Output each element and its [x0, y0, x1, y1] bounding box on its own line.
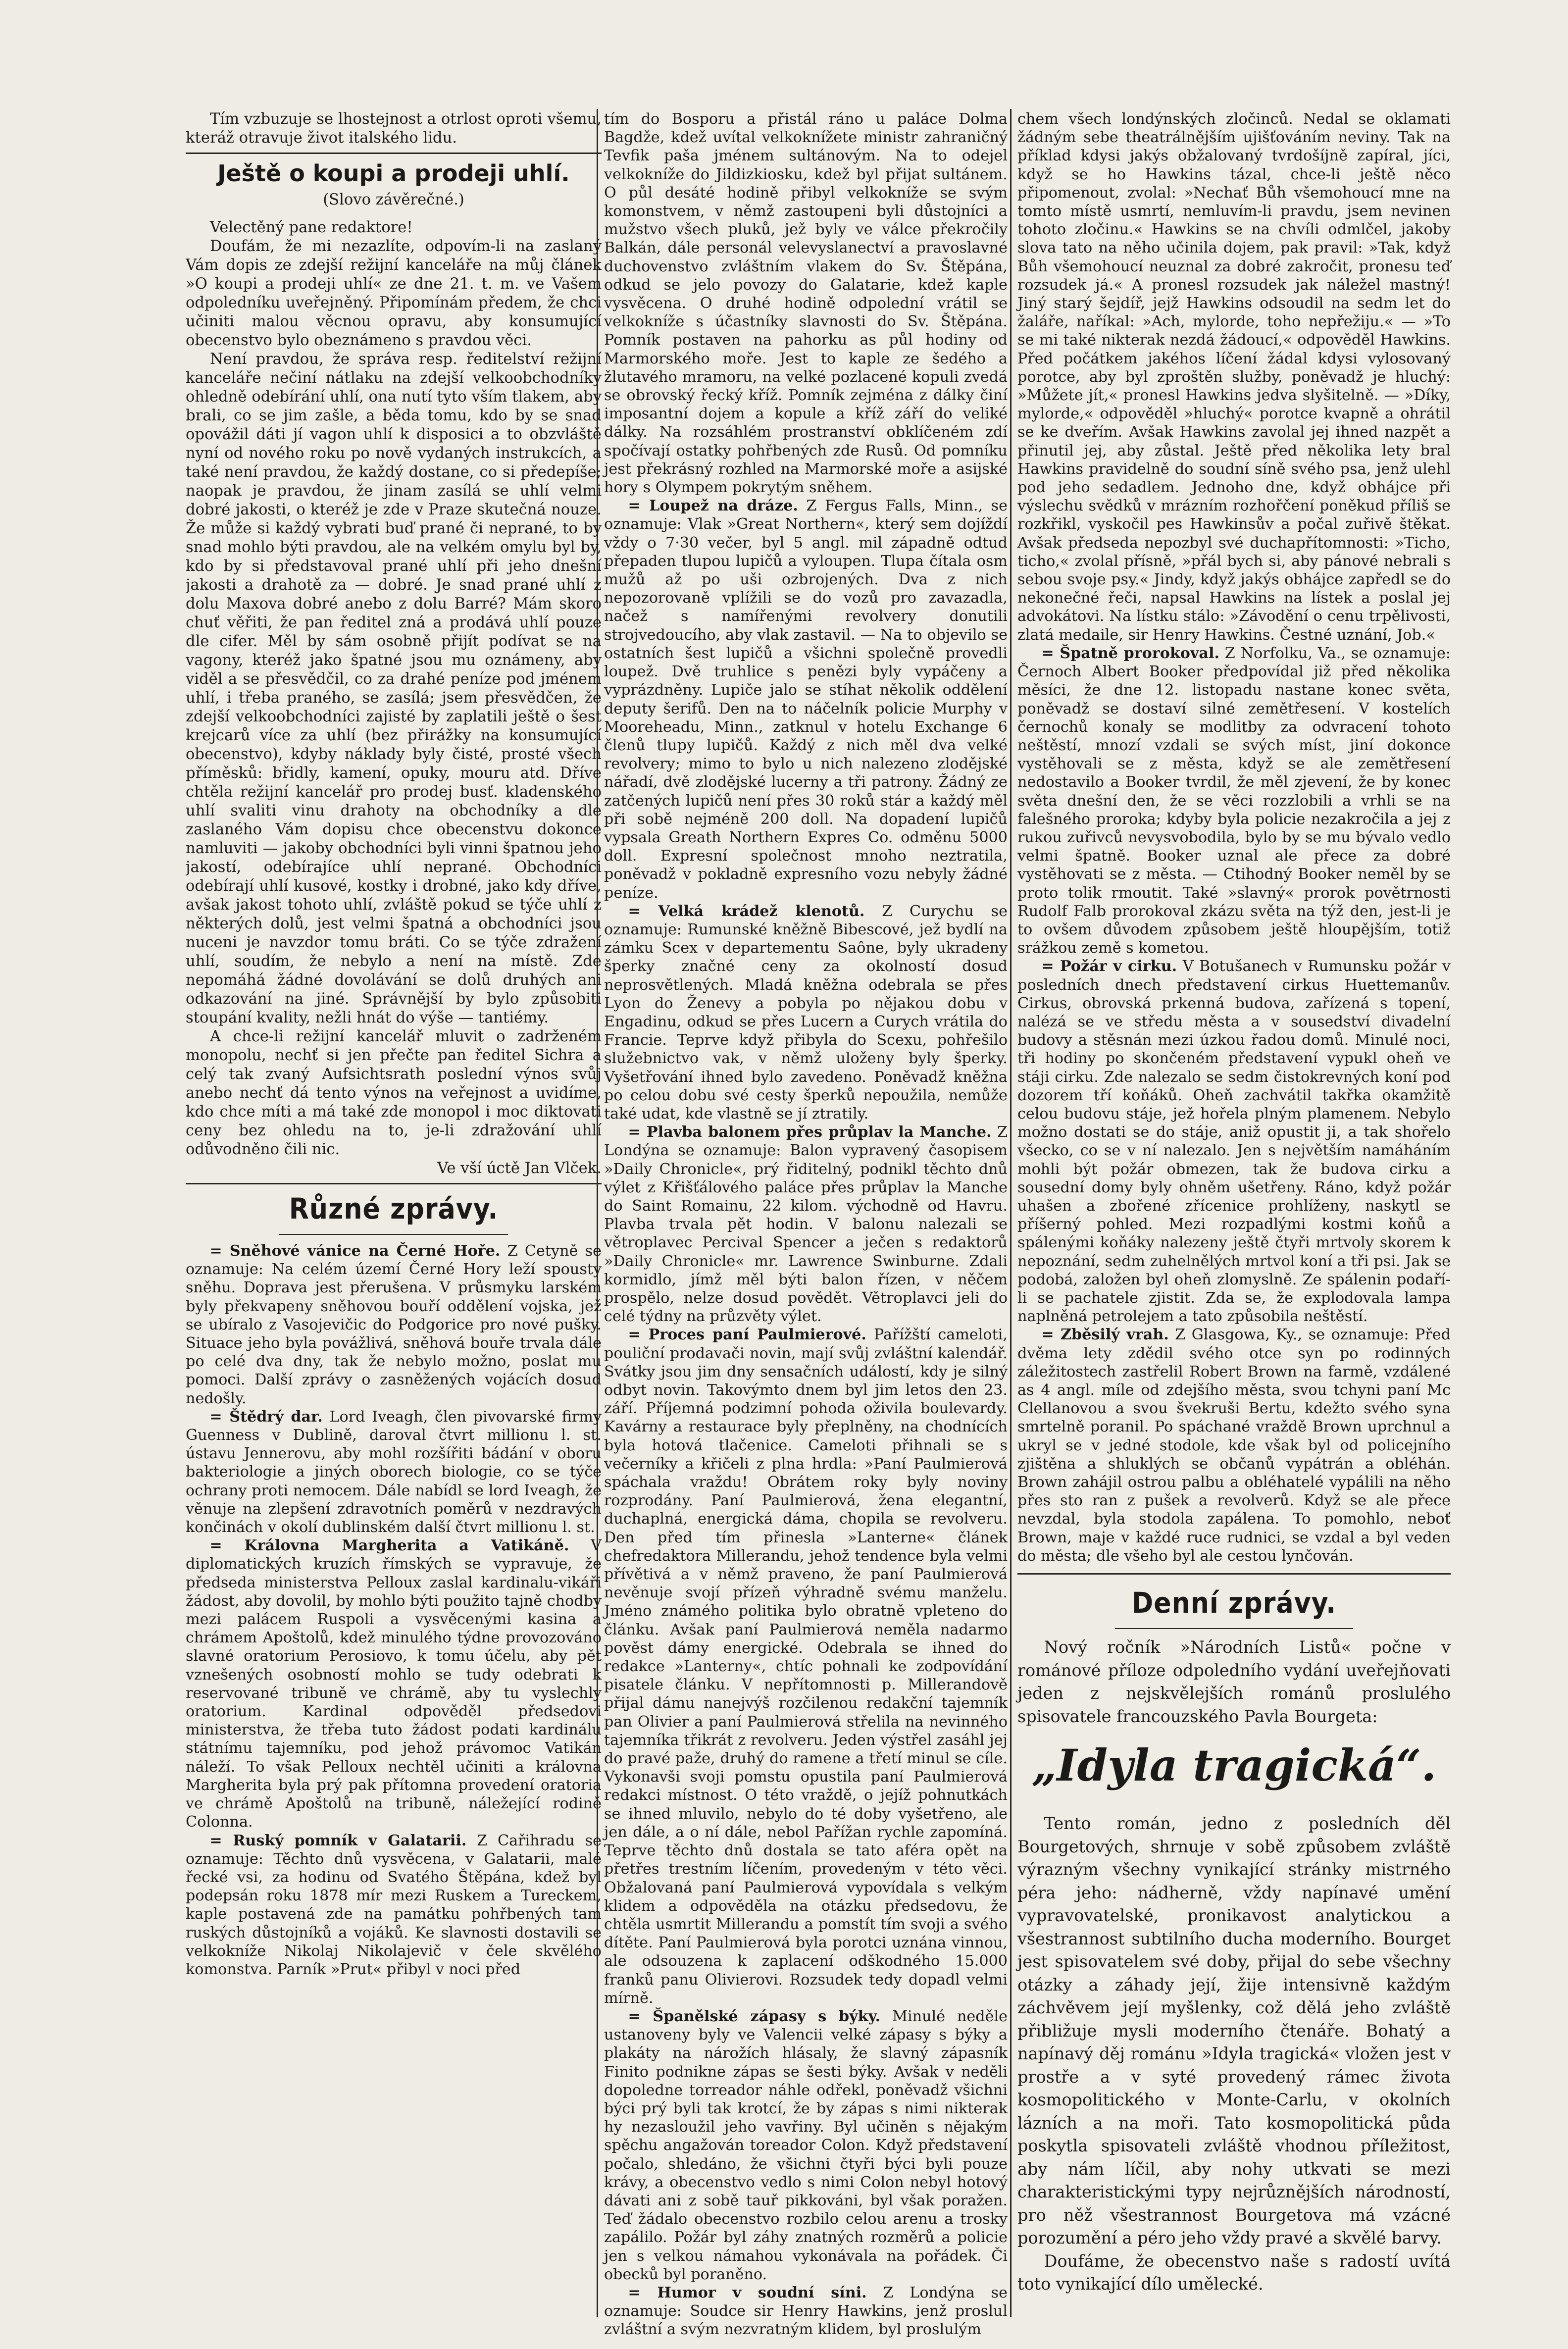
short-divider [279, 1234, 508, 1235]
news-text: Z Cetyně se oznamuje: Na celém území Černé Hory leží spousty sněhu. Doprava jest přerušena. V průsmyku larském byly překvapeny sněhovou bouří oddělení vojska, jež se ubíralo z Vasojevičic do Podgorice pro nové pušky. Situace jeho byla povážlivá, sněhová bouře trvala dále po celé dva dny, tak že nebylo možno, poslat mu pomoci. Další zprávy o zasněžených vojácích dosud nedošly. [186, 1242, 602, 1407]
news-item [186, 1242, 602, 1408]
column-2 [599, 0, 1012, 2349]
news-text: Z Cařihradu se oznamuje: Těchto dnů vysvěcena, v Galatarii, malé řecké vsi, za hodinu od Svatého Štěpána, kdež byl podepsán roku 1878 mír mezi Ruskem a Tureckem, kaple postavená zde na památku pohřbených tam ruských důstojníků a vojáků. Ke slavnosti dostavili se velkokníže Nikolaj Nikolajevič v čele skvělého komonstva. Parník »Prut« přibyl v noci před [186, 1832, 602, 1978]
intro-tail: Tím vzbuzuje se lhostejnost a otrlost oproti všemu, kteráž otravuje život italského lidu. [186, 110, 602, 147]
news-lead: = Štědrý dar. [209, 1408, 323, 1426]
paragraph: A chce-li režijní kancelář mluvit o zadrženém monopolu, nechť si jen přečte pan ředitel Sichra a celý tak zvaný Aufsichtsrath poslední výnos svůj anebo nechť dá tento výnos na veřejnost a uvidíme, kdo chce míti a má také zde monopol i moc diktovati ceny bez ohledu na to, je-li zdražování uhlí odůvodněno čili nic. [186, 1028, 602, 1158]
news-text: Z Londýna se oznamuje: Balon vypravený časopisem »Daily Chronicle«, prý řiditelný, podnikl těchto dnů výlet z Křišťálového paláce přes průplav la Manche do Saint Romainu, 22 kilom. východně od Havru. Plavba trvala pět hodin. V balonu nalezali se větroplavec Percival Spencer a ječen s redaktorů »Daily Chronicle« mr. Lawrence Swinburne. Zdali kormidlo, jímž měl býti balon řízen, v něčem prospělo, nelze dosud povědět. Větroplavci jeli do celé týdny na průzvěty výlet. [604, 1123, 1008, 1326]
news-text: Pařížští cameloti, pouliční prodavači novin, mají svůj zvláštní kalendář. Svátky jsou jim dny sensačních událostí, kdy je silný odbyt novin. Takovýmto dnem byl jim letos den 23. září. Příjemná podzimní pohoda oživila boulevardy. Kavárny a restaurace byly přeplněny, na chodnících byla hotová tlačenice. Cameloti přihnali se s večerníky a křičeli z plna hrdla: »Paní Paulmierová spáchala vraždu! Obrátem roky byly noviny rozprodány. Paní Paulmierová, žena elegantní, duchaplná, energická dáma, chopila se revolveru. Den před tím přinesla »Lanterne« článek chefredaktora Millerandu, jehož tendence byla velmi přívětivá a v němž praveno, že paní Paulmierová nevěnuje svojí přízeň výhradně svému manželu. Jméno známého politika bylo obratně vpleteno do článku. Avšak paní Paulmierová neměla nadarmo pověst dámy energické. Odebrala se ihned do redakce »Lanterny«, chtíc pohnali ke zodpovídání pisatele článku. V nepřítomnosti p. Millerandově přijal dámu nanejvýš rozčilenou redakční tajemník pan Olivier a paní Paulmierová střelila na nevinného tajemníka třikrát z revolveru. Jeden výstřel zasáhl jej do pravé paže, druhý do ramene a třetí minul se cíle. Vykonavši svoji pomstu opustila paní Paulmierová redakci místnost. O této vraždě, o jejíž pohnutkách se ihned mluvilo, nebylo do té doby vyšetřeno, ale jen dále, a o ní dále, nebol Pařížan rychle zapomíná. Teprve těchto dnů dostala se tato aféra opět na přetřes trestním líčením, provedeným v této věci. Obžalovaná paní Paulmierová vypovídala s velkým klidem a odpověděla na otázku předsedovu, že chtěla usmrtit Millerandu a pomstít tím svoji a svého dítěte. Paní Paulmierová byla porotci uznána vinnou, ale odsouzena k zaplacení odškodného 15.000 franků panu Olivierovi. Rozsudek tedy dopadl velmi mírně. [604, 1326, 1008, 2007]
news-lead: = Plavba balonem přes průplav la Manche. [628, 1123, 992, 1141]
daily-news-section [1017, 1573, 1451, 2296]
news-lead: = Velká krádež klenotů. [628, 902, 865, 920]
news-lead: = Humor v soudní síni. [628, 2284, 867, 2301]
section-title: Denní zprávy. [1131, 1586, 1337, 1620]
news-lead: = Loupež na dráze. [628, 497, 798, 515]
news-item [604, 497, 1008, 902]
announcement-paragraph: Nový ročník »Národních Listů« počne v románové příloze odpoledního vydání uveřejňovati jeden z nejskvělejších románů proslulého spisovatele francouzského Pavla Bourgeta: [1017, 1637, 1451, 1726]
news-item [1017, 957, 1451, 1326]
news-text: Z Norfolku, Va., se oznamuje: Černoch Albert Booker předpovídal již před několika měsíci, že dne 12. listopadu nastane konec světa, poněvadž se dostaví silné zemětřesení. V kostelích černochů konaly se modlitby za odvracení tohoto neštěstí, mnozí vzdali se svých míst, jiní dokonce vystěhovali se z města, když se ale zemětřesení nedostavilo a Booker tvrdil, že měl zjevení, že by konec světa dnešní den, že se věci rozzlobili a vrhli se na falešného proroka; kdyby byla policie nezakročila a jej z rukou zuřivců nevysvobodila, bylo by se mu bývalo vedlo velmi špatně. Booker uznal ale přece za dobré vystěhovati se z města. — Ctihodný Booker neměl by se proto tolik rmoutit. Také »slavný« prorok povětrnosti Rudolf Falb prorokoval zkázu světa na týž den, jest-li je to ovšem důvodem způsobem ještě hloupějším, totiž srážkou země s kometou. [1017, 644, 1451, 957]
news-item [604, 2007, 1008, 2284]
news-lead: = Požár v cirku. [1041, 958, 1177, 975]
news-lead: = Proces paní Paulmierové. [628, 1326, 866, 1344]
news-lead: = Ruský pomník v Galatarii. [209, 1832, 467, 1849]
news-text: Z Glasgowa, Ky., se oznamuje: Před dvěma lety zdědil svého otce syn po rodinných záležitostech zastřelil Robert Brown na farmě, vzdálené as 4 angl. míle od zdejšího města, svou tchyni paní Mc Clellanovou a svou švekruši Bertu, kdežto svého syna smrtelně poranil. Po spáchané vraždě Brown uprchnul a ukryl se v jedné stodole, kde však byl od policejního zjištěna a shluklých se občanů vypátrán a obléhán. Brown zahájil ostrou palbu a obléhatelé vypálili na něho přes sto ran z pušek a revolverů. Když se ale přece nevzdal, byla stodola zapálena. To pomohlo, neboť Brown, maje v každé ruce rudnici, se vzdal a byl veden do města; dle všeho byl ale cestou lynčován. [1017, 1326, 1451, 1565]
news-lead: = Špatně prorokoval. [1041, 644, 1219, 662]
news-item [1017, 1326, 1451, 1565]
news-item [186, 1408, 602, 1536]
paragraph: Není pravdou, že správa resp. ředitelství režijní kanceláře nečiní nátlaku na zdejší velkoobchodníky ohledně odebírání uhlí, ona nutí tyto vším tlakem, aby brali, co se jim zašle, a běda tomu, kdo by se snad opovážil dáti jí vagon uhlí k disposici a to obzvláště nyní od nového roku po nově vydaných instrukcích, a také není pravdou, že každý dostane, co si předepíše; naopak je pravdou, že jinam zasílá se uhlí velmi dobré jakosti, o kteréž je zde v Praze skutečná nouze. Že může si každý vybrati buď prané či neprané, to by snad mohlo býti pravdou, ale na velkém omylu byl by, kdo by si představoval prané uhlí při jeho dnešní jakosti a drahotě za — dobré. Je snad prané uhlí z dolu Maxova dobré anebo z dolu Barré? Mám skoro chuť věřiti, že pan ředitel zná a prodává uhlí pouze dle cifer. Měl by sám osobně přijít podívat se na vagony, kteréž jako špatné jsou mu oznámeny, aby viděl a se přesvědčil, co za drahé peníze pod jménem uhlí, i třeba praného, se zasílá; jsem přesvědčen, že zdejší velkoobchodníci zajisté by zaplatili ještě o šest krejcarů více za uhlí (bez přirážky na konsumující obecenstvo), kdyby náklady byly čisté, prosté všech příměsků: břidly, kamení, opuky, mouru atd. Dříve chtěla režijní kancelář pro prodej busť. kladenského uhlí svaliti vinu drahoty na obchodníky a dle zaslaného Vám dopisu chce obecenstvu dokonce namluviti — jakoby obchodníci byli vinni špatnou jeho jakostí, odebírajíce uhlí neprané. Obchodníci odebírají uhlí kusové, kostky i drobné, jako kdy dříve, avšak jakost tohoto uhlí, zvláště pokud se týče uhlí z některých dolů, jest velmi špatná a obchodníci jsou nuceni je navzdor tomu bráti. Co se týče zdražení uhlí, soudím, že nebylo a není na místě. Zde nepomáhá žádné dovolávání se dolů druhých ani odkazování na jiné. Správnější by bylo způsobiti stoupání kvality, nežli hnát do výše — tantiémy. [186, 351, 602, 1026]
column-1 [186, 0, 602, 2349]
news-text: Z Fergus Falls, Minn., se oznamuje: Vlak »Great Northern«, který sem dojíždí vždy o 7·30 večer, byl 5 angl. mil západně odtud přepaden tlupou lupičů a vyloupen. Tlupa čítala osm mužů až po uši ozbrojených. Dva z nich nepozorovaně vplížili se do vozů pro zavazadla, načež s namířenými revolvery donutili strojvedoucího, aby vlak zastavil. — Na to objevilo se ostatních šest lupičů a všichni společně provedli loupež. Dvě truhlice s penězi byly vypáčeny a vyprázdněny. Lupiče jalo se stíhat několik oddělení deputy šerifů. Den na to náčelník policie Murphy v Mooreheadu, Minn., zatknul v hotelu Exchange 6 členů tlupy lupičů. Každý z nich měl dva velké revolvery; mimo to bylo u nich nalezeno zlodějské nářadí, dvě zlodějské lucerny a tři patrony. Žádný ze zatčených lupičů není přes 30 roků stár a každý měl při sobě nejméně 200 doll. Na dopadení lupičů vypsala Greath Northern Expres Co. odměnu 5000 doll. Expresní společnost mnoho neztratila, poněvadž v pokladně expresního vozu nebyly žádné peníze. [604, 497, 1008, 902]
section-title: Různé zprávy. [289, 1192, 499, 1226]
article-title: Ještě o koupi a prodeji uhlí. [217, 160, 570, 187]
news-lead: = Sněhové vánice na Černé Hoře. [209, 1242, 501, 1260]
signature: Ve vší úctě Jan Vlček. [437, 1160, 602, 1177]
novel-title: „Idyla tragická“. [1031, 1739, 1437, 1791]
announcement-paragraph: Tento román, jedno z posledních děl Bourgetových, shrnuje v sobě způsobem zvláště výrazným všechny vynikající stránky mistrného péra jeho: nádherně, vždy napínavé umění vypravovatelské, pronikavost analytickou a všestrannost subtilního ducha moderního. Bourget jest spisovatelem své doby, přijal do sebe všechny otázky a záhady její, žije intensivně každým záchvěvem její myšlenky, což dělá jeho zvláště přibližuje mysli moderního čtenáře. Bohatý a napínavý děj románu »Idyla tragická« vložen jest v prostře a v syté provedený rámec života kosmopolitického v Monte-Carlu, v okolních lázních a na moři. Tato kosmopolitická půda poskytla spisovateli zvláště vhodnou příležitost, aby nám líčil, aby nohy utkvati se mezi charakteristickými typy nejrůznějších národností, pro něž všestrannost Bourgetova má vzácné porozumění a péro jeho vždy pravé a skvělé barvy. [1017, 1814, 1451, 2248]
news-text: chem všech londýnských zločinců. Nedal se oklamati žádným sebe theatrálnějším ujišťováním neviny. Tak na příklad kdysi jakýs obžalovaný tvrdošíjně zapíral, jíci, když se ho Hawkins tázal, chce-li ještě něco připomenout, zvolal: »Nechať Bůh všemohoucí mne na tomto místě usmrtí, nemluvím-li pravdu, jsem nevinen tohoto zločinu.« Hawkins se na chvíli odmlčel, jakoby slova tato na něho učinila dojem, pak pravil: »Tak, když Bůh všemohoucí neuznal za dobré zakročit, pronesu teď rozsudek já.« A pronesl rozsudek jak náležel mastný! Jiný starý šejdíř, jejž Hawkins odsoudil na sedm let do žaláře, naříkal: »Ach, mylorde, toho nepřežiju.« — »To se mi také nikterak nezdá žádoucí,« odpověděl Hawkins. Před počátkem jakéhos líčení žádal kdysi vylosovaný porotce, aby byl zproštěn služby, poněvadž je hluchý: »Můžete jít,« pronesl Hawkins jedva slyšitelně. — »Díky, mylorde,« odpověděl »hluchý« porotce kvapně a ohrátil se ke dveřím. Avšak Hawkins zavolal jej ihned nazpět a přinutil jej, aby zůstal. Ještě před několika lety bral Hawkins pravidelně do soudní síně svého psa, jenž ulehl pod jeho sedadlem. Jednoho dne, když obhájce při výslechu svědků v mrázním rozhořčení poněkud příliš se rozkřikl, vyskočil pes Hawkinsův a počal zuřivě štěkat. Avšak předseda nepozbyl své duchapřítomnosti: »Ticho, ticho,« zvolal přísně, »přál bych si, aby pánové nebrali s sebou svoje psy.« Jindy, když jakýs obhájce zapředl se do nekonečné řeči, napsal Hawkins na lístek a poslal jej advokátovi. Na lístku stálo: »Závodění o cenu trpělivosti, zlatá medaile, sir Henry Hawkins. Čestné uznání, Job.« [1017, 110, 1451, 644]
news-text: V Botušanech v Rumunsku požár v posledních dnech představení cirkus Huettemanův. Cirkus, obrovská prkenná budova, zařízená s topení, nalézá se ve středu města a v sousedství divadelní budovy a stěsnán mezi úzkou řadou domů. Minulé noci, tři hodiny po skončeném představení vypukl oheň ve stáji cirku. Zde nalezalo se sedm čistokrevných koní pod dozorem tří koňáků. Oheň zachvátil takřka okamžitě celou budovu stáje, jež hořela plným plamenem. Nebylo možno dostati se do stáje, aniž opustit ji, a tak shořelo všecko, co se v ní nalezalo. Jen s největším namáháním mohli být požár obmezen, tak že budova cirku a sousední domy byly ohněm ušetřeny. Ráno, když požár uhašen a zbořené zřícenice prohlíženy, naskytl se příšerný pohled. Mezi rozpadlými kostmi koňů a spálenými koňáky nalezeny ještě čtyři mrtvoly skorem k nepoznání, sedm zuhelnělých mrtvol koní a tři psi. Jak se podobá, založen byl oheň zlomyslně. Ze spálenin podaří-li se pachatele zjistit. Zda se, že explodovala lampa naplněná petrolejem a tato způsobila neštěstí. [1017, 958, 1451, 1326]
news-lead: = Královna Margherita a Vatikáně. [209, 1537, 569, 1555]
news-lead: = Španělské zápasy s býky. [628, 2007, 881, 2025]
news-text: tím do Bosporu a přistál ráno u paláce Dolma Bagdže, kdež uvítal velkoknížete ministr zahraničný Tevfik paša jménem sultánovým. Na to odejel velkokníže do Jildizkiosku, kdež byl přijat sultánem. O půl desáté hodině přibyl velkokníže se svým komonstvem, v němž zastoupeni byli důstojníci a mužstvo všech pluků, jež byly ve válce překročily Balkán, dále personál velevyslanectví a pravoslavné duchovenstvo zvláštním vlakem do Sv. Štěpána, odkud se jelo povozy do Galatarie, kdež kaple vysvěcena. O druhé hodině odpolední vrátil se velkokníže s účastníky slavnosti do Sv. Štěpána. Pomník postaven na pahorku as půl hodiny od Marmorského moře. Jest to kaple ze šedého a žlutavého mramoru, na velké pozlacené kopuli zvedá se obrovský řecký kříž. Pomník zejména z dálky činí imposantní dojem a kopule a kříž září do veliké dálky. Na rozsáhlém prostranství obklíčeném zdí spočívají ostatky pohřbených zde Rusů. Od pomníku jest překrásný rozhled na Marmorské moře a asijské hory s Olympem pokrytým sněhem. [604, 110, 1008, 497]
article-subtitle: (Slovo závěrečné.) [323, 191, 464, 208]
news-item [604, 1326, 1008, 2007]
news-item [186, 1536, 602, 1831]
paragraph: Doufám, že mi nezazlíte, odpovím-li na zaslaný Vám dopis ze zdejší režijní kanceláře na můj článek »O koupi a prodeji uhlí« ze dne 21. t. m. ve Vašem odpoledníku uveřejněný. Připomínám předem, že chci učiniti malou věcnou opravu, aby konsumující obecenstvo bylo obeznámeno s pravdou věci. [186, 238, 602, 349]
news-item [1017, 644, 1451, 957]
news-text: Minulé neděle ustanoveny byly ve Valencii velké zápasy s býky a plakáty na nárožích hlásaly, že slavný zápasník Finito podnikne zápas se šesti býky. Avšak v neděli dopoledne torreador náhle odřekl, poněvadž všichni býci prý byli tak krotcí, že by zápas s nimi nikterak hy nezasloužil jeho vavřiny. Byl učiněn s nějakým spěchu angažován toreador Colon. Když představení počalo, shledáno, že všichni čtyři býci byli pouze krávy, a obecenstvo vedlo s nimi Colon nebyl hotový dávati ani z sobě tauř pikkováni, byl však poražen. Teď žádalo obecenstvo rozbilo celou arenu a trosky zapálilo. Požár byl záhy znatných rozměrů a policie jen s velkou námahou vykonávala na pořádek. Či obecků byl poraněno. [604, 2007, 1008, 2283]
news-item [186, 1832, 602, 1979]
news-item [1017, 110, 1451, 644]
divider [186, 1183, 602, 1184]
announcement-paragraph: Doufáme, že obecenstvo naše s radostí uvítá toto vynikající dílo umělecké. [1017, 2251, 1451, 2294]
salutation: Velectěný pane redaktore! [209, 219, 413, 236]
short-divider [1115, 1628, 1353, 1629]
news-text: Z Curychu se oznamuje: Rumunské kněžně Bibescové, jež bydlí na zámku Scex v departementu Saône, byly ukradeny šperky značné ceny za okolností dosud neprosvětlených. Mladá kněžna odebrala se přes Lyon do Ženevy a pobyla po nějakou dobu v Engadinu, odkud se přes Lucern a Curych vrátila do Francie. Teprve když přibyla do Scexu, pohřešilo služebnictvo vak, v němž uloženy byly šperky. Vyšetřování ihned bylo zavedeno. Poněvadž kněžna po celou dobu své cesty šperků nepoužila, nemůže také udat, kde vlastně se jí ztratily. [604, 902, 1008, 1123]
divider [186, 153, 602, 154]
article-news [186, 1190, 602, 1979]
news-text: Z Londýna se oznamuje: Soudce sir Henry Hawkins, jenž proslul zvláštní a svým nezvratným klidem, byl proslulým [604, 2284, 1008, 2339]
article-coal [186, 159, 602, 1178]
news-item [604, 902, 1008, 1123]
column-3 [1012, 0, 1456, 2349]
news-text: V diplomatických kruzích římských se vypravuje, že předseda ministerstva Pelloux zaslal kardinalu-vikáři žádost, aby dovolil, by mohlo býti použito tajně chodby mezi palácem Ruspoli a vysvěcenými kasina a chrámem Apoštolů, kdež minulého týdne provozováno slavné oratorium Perosiovo, k tomu účelu, aby pět vznešených osobností mohlo se tudy odebrati k reservované tribuně ve chrámě, aby tu vyslechly oratorium. Kardinal odpověděl předsedovi ministerstva, že třeba tuto žádost podati kardinálu státnímu tajemníku, pod jehož právomoc Vatikán náleží. To však Pelloux nechtěl učiniti a královna Margherita byla prý pak přítomna provedení oratoria ve chrámě Apoštolů na tribuně, náležející rodině Colonna. [186, 1537, 602, 1831]
news-text: Lord Iveagh, člen pivovarské firmy Guenness v Dublině, daroval čtvrt millionu l. st. ústavu Jennerovu, aby mohl rozšířiti bádání v oboru bakteriologie a jiných oborech biologie, co se týče ochrany proti nemocem. Dále nabídl se lord Iveagh, že věnuje na zlepšení zdravotních poměrů v nezdravých končinách v okolí dublinském další čtvrt millionu l. st. [186, 1408, 602, 1536]
news-lead: = Zběsilý vrah. [1041, 1326, 1169, 1344]
news-item [604, 2284, 1008, 2339]
news-item [604, 110, 1008, 497]
news-item [604, 1123, 1008, 1326]
